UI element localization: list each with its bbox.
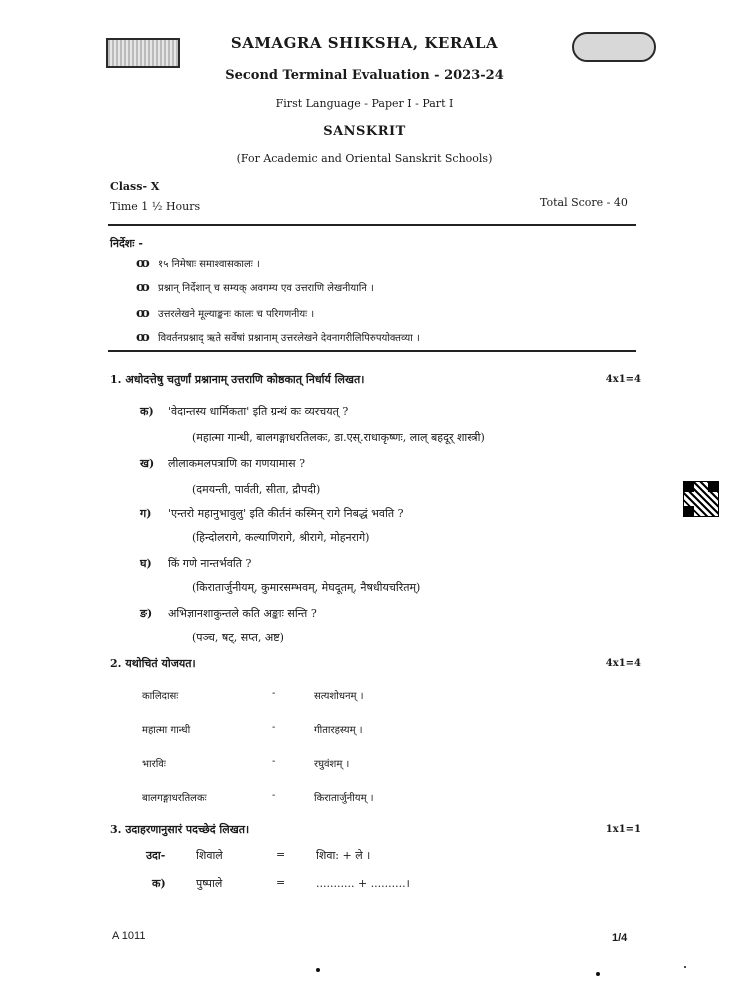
match-left: महात्मा गान्धी	[142, 725, 191, 736]
divider-instructions	[108, 350, 636, 352]
divider-top	[108, 224, 636, 226]
sub-question: अभिज्ञानशाकुन्तले कति अङ्काः सन्ति ?	[168, 607, 317, 620]
q1-title: 1. अधोदत्तेषु चतुर्णां प्रश्नानाम् उत्तराणि कोष्ठकात् निर्धार्य लिखत।	[110, 373, 365, 386]
org-title: SAMAGRA SHIKSHA, KERALA	[230, 34, 499, 52]
class-label: Class- X	[110, 180, 160, 193]
sub-question: लीलाकमलपत्राणि का गणयामास ?	[168, 457, 305, 470]
q1-sub-nga	[140, 606, 317, 621]
instruction-text: विवर्तनप्रश्नाद् ऋते सर्वेषां प्रश्नानाम् उत्तरलेखने देवनागरीलिपिरुपयोक्तव्या ।	[158, 333, 420, 344]
match-dash: -	[272, 756, 276, 767]
instruction-item	[136, 306, 314, 321]
page-number: 1/4	[612, 932, 628, 944]
checkmark-icon: ꝏ	[136, 280, 150, 295]
q1-options-gha: (किरातार्जुनीयम्, कुमारसम्भवम्, मेघदूतम्, नैषधीयचरितम्)	[192, 581, 421, 594]
paper-code: A 1011	[112, 930, 146, 942]
sub-question: 'वेदान्तस्य धार्मिकता' इति ग्रन्थं कः व्यरचयत् ?	[168, 405, 349, 418]
match-dash: -	[272, 688, 276, 699]
q3-item-label: क)	[152, 877, 166, 890]
checkmark-icon: ꝏ	[136, 330, 150, 345]
sub-question: किं गणे नान्तर्भवति ?	[168, 557, 252, 570]
q3-item-word: पुष्पाले	[196, 877, 223, 890]
q1-sub-gha	[140, 556, 251, 571]
q3-example-eq: =	[276, 848, 286, 861]
q3-item-answer-blank[interactable]: ........... + ..........।	[316, 877, 410, 890]
q1-options-ka: (महात्मा गान्धी, बालगङ्गाधरतिलकः, डा.एस्.राधाकृष्णः, लाल् बहदूर् शास्त्री)	[192, 431, 485, 444]
match-right: सत्यशोधनम् ।	[314, 691, 364, 702]
q1-options-kha: (दमयन्ती, पार्वती, सीता, द्रौपदी)	[192, 483, 321, 496]
checkmark-icon: ꝏ	[136, 256, 150, 271]
exam-title: Second Terminal Evaluation - 2023-24	[225, 68, 504, 83]
match-left: भारविः	[142, 759, 166, 770]
instruction-item	[136, 256, 260, 271]
match-dash: -	[272, 722, 276, 733]
q1-options-nga: (पञ्च, षट्, सप्त, अष्ट)	[192, 631, 284, 644]
sub-label: क)	[140, 405, 154, 418]
q3-title: 3. उदाहरणानुसारं पदच्छेदं लिखत।	[110, 823, 250, 836]
q2-title: 2. यथोचितं योजयत।	[110, 657, 196, 670]
scan-speck	[596, 972, 600, 976]
instruction-item	[136, 280, 374, 295]
checkmark-icon: ꝏ	[136, 306, 150, 321]
qr-code-icon	[683, 481, 719, 517]
sub-label: ग)	[140, 507, 152, 520]
paper-title: First Language - Paper I - Part I	[275, 97, 454, 110]
q1-sub-ka	[140, 404, 348, 419]
sub-label: घ)	[140, 557, 152, 570]
q1-sub-ga	[140, 506, 404, 521]
q3-example-word: शिवाले	[196, 849, 223, 862]
match-right: गीतारहस्यम् ।	[314, 725, 363, 736]
scan-speck	[316, 968, 320, 972]
q3-item-eq: =	[276, 876, 286, 889]
match-left: बालगङ्गाधरतिलकः	[142, 793, 207, 804]
sub-label: ख)	[140, 457, 155, 470]
schools-note: (For Academic and Oriental Sanskrit Schools)	[236, 152, 493, 165]
match-right: रघुवंशम् ।	[314, 759, 350, 770]
instruction-text: १५ निमेषाः समाश्वासकालः ।	[158, 259, 260, 270]
total-score-label: Total Score - 40	[540, 196, 628, 209]
subject-title: SANSKRIT	[323, 124, 406, 139]
q1-sub-kha	[140, 456, 305, 471]
instruction-text: प्रश्नान् निर्देशान् च सम्यक् अवगम्य एव उत्तराणि लेखनीयानि ।	[158, 283, 374, 294]
instructions-heading: निर्देशः -	[110, 237, 143, 250]
scan-speck	[684, 966, 686, 968]
instruction-item	[136, 330, 420, 345]
q1-options-ga: (हिन्दोलरागे, कल्याणिरागे, श्रीरागे, मोहनरागे)	[192, 531, 370, 544]
q3-example-split: शिवा: + ले ।	[316, 849, 371, 862]
match-dash: -	[272, 790, 276, 801]
match-left: कालिदासः	[142, 691, 179, 702]
time-label: Time 1 ½ Hours	[110, 200, 201, 213]
sub-question: 'एन्तरो महानुभावुलु' इति कीर्तनं कस्मिन् रागे निबद्धं भवति ?	[168, 507, 404, 520]
q2-score: 4x1=4	[605, 658, 641, 669]
sub-label: ङ)	[140, 607, 153, 620]
q3-example-label: उदा-	[146, 849, 166, 862]
q3-score: 1x1=1	[605, 824, 641, 835]
q1-score: 4x1=4	[605, 374, 641, 385]
instruction-text: उत्तरलेखने मूल्याङ्कनः कालः च परिगणनीयः ।	[158, 309, 315, 320]
match-right: किरातार्जुनीयम् ।	[314, 793, 374, 804]
